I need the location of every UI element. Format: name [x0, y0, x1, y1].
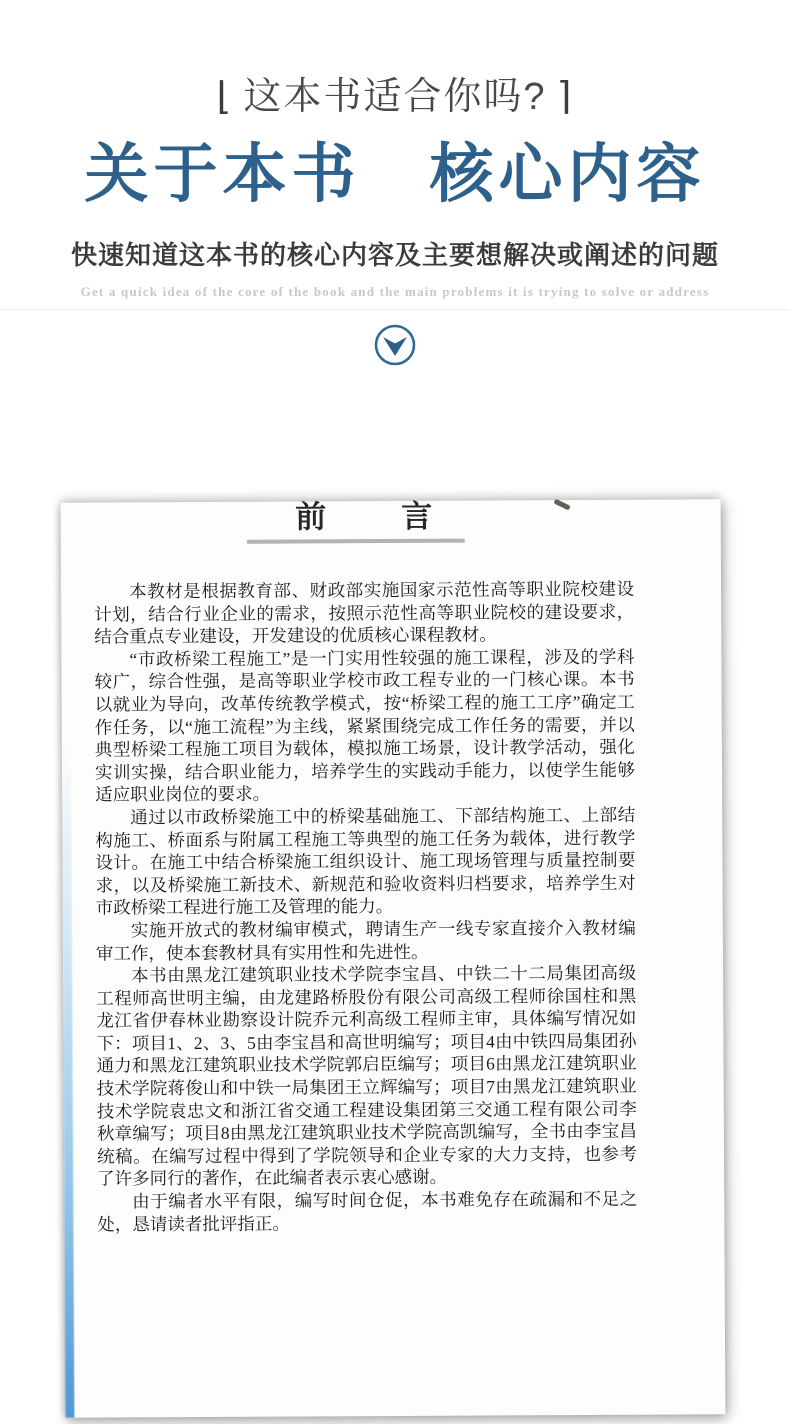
book-cover-edge — [62, 743, 75, 1418]
page-content — [94, 500, 638, 1236]
divider-line — [0, 309, 790, 310]
preface-paragraph: 通过以市政桥梁施工中的桥梁基础施工、下部结构施工、上部结构施工、桥面系与附属工程施工等典型的施工任务为载体，进行教学设计。在施工中结合桥梁施工组织设计、施工现场管理与质量控制要求，以及桥梁施工新技术、新规范和验收资料归档要求，培养学生对市政桥梁工程进行施工及管理的能力。 — [95, 804, 636, 919]
preface-paragraph: 本书由黑龙江建筑职业技术学院李宝昌、中铁二十二局集团高级工程师高世明主编，由龙建路桥股份有限公司高级工程师徐国柱和黑龙江省伊春林业勘察设计院乔元利高级工程师主审，具体编写情况如下：项目1、2、3、5由李宝昌和高世明编写；项目4由中铁四局集团孙通力和黑龙江建筑职业技术学院郭启臣编写；项目6由黑龙江建筑职业技术学院蒋俊山和中铁一局集团王立辉编写；项目7由黑龙江建筑职业技术学院袁忠文和浙江省交通工程建设集团第三交通工程有限公司李秋章编写；项目8由黑龙江建筑职业技术学院高凯编写，全书由李宝昌统稿。在编写过程中得到了学院领导和企业专家的大力支持，也参考了许多同行的著作，在此编者表示衷心感谢。 — [96, 962, 638, 1190]
tagline — [0, 78, 790, 116]
preface-heading-char1: 前 — [295, 499, 327, 535]
book-page-photo — [61, 499, 726, 1417]
preface-heading — [94, 500, 634, 534]
preface-body — [94, 578, 637, 1236]
tagline-text: 这本书适合你吗? — [243, 76, 547, 118]
preface-paragraph: 实施开放式的教材编审模式，聘请生产一线专家直接介入教材编审工作，使本套教材具有实用性和先进性。 — [95, 917, 636, 964]
hero-section — [0, 78, 790, 367]
subtitle-en: Get a quick idea of the core of the book and the main problems it is trying to solve or address — [80, 283, 710, 299]
preface-paragraph: “市政桥梁工程施工”是一门实用性较强的施工课程，涉及的学科较广，综合性强，是高等职业学校市政工程专业的一门核心课。本书以就业为导向，改革传统教学模式，按“桥梁工程的施工工序”确定工作任务，以“施工流程”为主线，紧紧围绕完成工作任务的需要，并以典型桥梁工程施工项目为载体，模拟施工场景，设计教学活动，强化实训实操，结合职业能力，培养学生的实践动手能力，以使学生能够适应职业岗位的要求。 — [94, 646, 636, 806]
page-title: 关于本书 核心内容 — [84, 139, 706, 210]
preface-heading-char2: 言 — [401, 498, 433, 535]
bracket-left-icon: ⌊ — [216, 76, 234, 118]
heading-underline — [247, 539, 465, 544]
subtitle: 快速知道这本书的核心内容及主要想解决或阐述的问题 — [70, 241, 719, 271]
chevron-down-circle-icon — [0, 323, 790, 367]
bracket-right-icon: ⌉ — [556, 76, 574, 118]
preface-paragraph: 由于编者水平有限，编写时间仓促，本书难免存在疏漏和不足之处，恳请读者批评指正。 — [97, 1188, 638, 1235]
preface-paragraph: 本教材是根据教育部、财政部实施国家示范性高等职业院校建设计划，结合行业企业的需求，按照示范性高等职业院校的建设要求，结合重点专业建设，开发建设的优质核心课程教材。 — [94, 578, 635, 647]
